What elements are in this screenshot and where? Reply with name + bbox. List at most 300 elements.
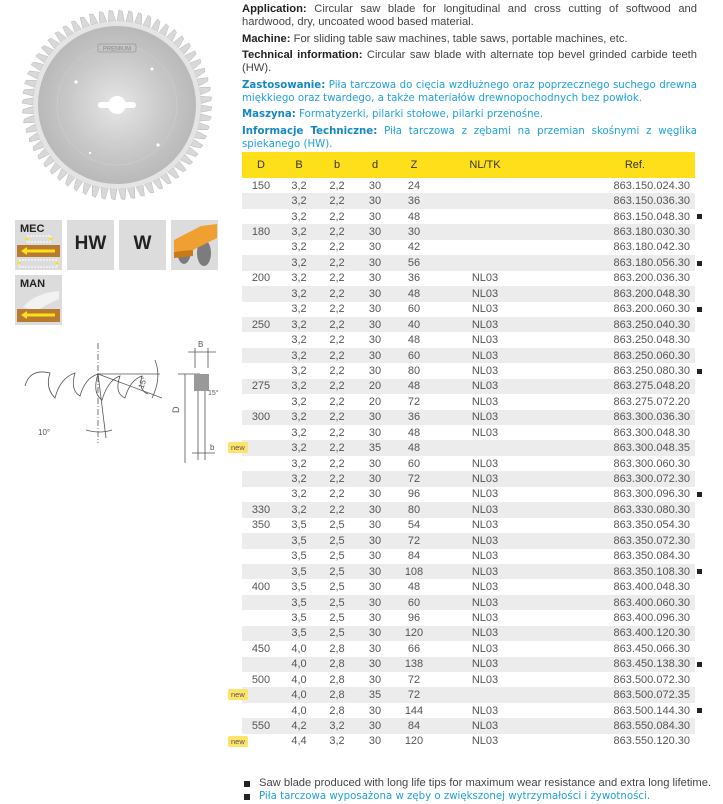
cell-B: 4,0 [291,673,307,686]
cell-ref: 863.200.036.30 [613,272,690,285]
cell-d: 30 [368,210,382,223]
table-row [242,703,695,718]
cell-Z: 54 [407,519,421,532]
cell-Z: 66 [407,642,421,655]
cell-D: 180 [251,226,271,239]
man-label: MAN [20,278,46,290]
cell-Z: 80 [407,364,421,377]
cell-b: 2,2 [329,226,345,239]
table-row [242,425,695,440]
cell-b: 2,8 [329,658,345,671]
long-life-marker-icon [697,369,702,374]
cell-B: 3,2 [291,179,307,192]
cell-ref: 863.500.072.35 [613,689,690,702]
table-row [242,410,695,425]
cell-nltk: NL03 [471,534,499,547]
long-life-marker-icon [697,708,702,713]
cell-Z: 72 [407,473,421,486]
cell-Z: 84 [407,550,421,563]
cell-ref: 863.200.048.30 [613,287,690,300]
cell-nltk: NL03 [471,473,499,486]
cell-ref: 863.180.042.30 [613,241,690,254]
cell-b: 2,2 [329,256,345,269]
cell-D: 200 [251,272,271,285]
table-header [242,152,695,178]
specification-table [231,152,695,749]
cell-d: 30 [368,473,382,486]
cell-nltk: NL03 [471,272,499,285]
cell-B: 3,2 [291,473,307,486]
cell-b: 2,2 [329,364,345,377]
cell-B: 3,2 [291,210,307,223]
machine-label: Machine: [242,32,291,45]
wood-cutting-icon [171,220,218,270]
mechanical-feed-icon [15,234,62,270]
technical-label: Technical information: [242,49,363,61]
saw-blade-image [20,8,214,202]
cell-B: 3,5 [291,550,307,563]
cell-ref: 863.400.096.30 [613,611,690,624]
cell-Z: 48 [407,442,421,455]
cell-ref: 863.350.054.30 [613,519,690,532]
cell-nltk: NL03 [471,457,499,470]
new-badge: new [228,736,248,747]
cell-ref: 863.300.096.30 [613,488,690,501]
cell-d: 30 [368,534,382,547]
cell-d: 30 [368,426,382,439]
cell-d: 30 [368,519,382,532]
cross-cut-icon-tile [171,220,218,270]
cell-B: 3,2 [291,349,307,362]
cell-B: 3,5 [291,627,307,640]
cell-ref: 863.350.108.30 [613,565,690,578]
cell-B: 3,2 [291,503,307,516]
w-label: W [133,233,152,254]
cell-D: 300 [251,411,271,424]
cell-d: 30 [368,704,382,717]
cell-B: 3,2 [291,256,307,269]
cell-ref: 863.275.072.20 [613,395,690,408]
cell-nltk: NL03 [471,596,499,609]
header-Z: Z [410,159,418,171]
table-row [242,379,695,394]
cell-b: 2,2 [329,503,345,516]
cell-B: 3,5 [291,534,307,547]
cell-B: 3,2 [291,364,307,377]
cell-nltk: NL03 [471,349,499,362]
cell-ref: 863.300.048.35 [613,442,690,455]
informacje-label: Informacje Techniczne: [242,125,378,137]
cell-Z: 48 [407,426,421,439]
cell-d: 30 [368,303,382,316]
cell-B: 3,2 [291,395,307,408]
cell-Z: 60 [407,457,421,470]
cell-B: 3,2 [291,241,307,254]
zastosowanie-label: Zastosowanie: [242,79,326,91]
cell-Z: 36 [407,411,421,424]
cell-Z: 36 [407,195,421,208]
table-row [242,317,695,332]
hw-icon-tile [67,220,114,270]
cell-Z: 40 [407,318,421,331]
cell-d: 35 [368,689,382,702]
cell-nltk: NL03 [471,318,499,331]
cell-d: 20 [368,395,382,408]
cell-B: 4,0 [291,704,307,717]
cell-b: 2,8 [329,642,345,655]
table-row [242,502,695,517]
table-row [242,456,695,471]
cell-ref: 863.150.048.30 [613,210,690,223]
cell-nltk: NL03 [471,658,499,671]
long-life-marker-icon [697,307,702,312]
machine-paragraph [242,33,697,46]
cell-Z: 24 [407,179,421,192]
footnote-pl-text: Piła tarczowa wyposażona w zęby o zwiększonej wytrzymałości i żywotności. [259,791,651,802]
cell-D: 350 [251,519,271,532]
cell-nltk: NL03 [471,503,499,516]
table-row [242,518,695,533]
cell-b: 2,5 [329,534,345,547]
cell-ref: 863.250.060.30 [613,349,690,362]
cell-D: 400 [251,581,271,594]
cell-nltk: NL03 [471,395,499,408]
cell-ref: 863.550.084.30 [613,720,690,733]
cell-d: 30 [368,195,382,208]
cell-d: 30 [368,658,382,671]
cell-d: 30 [368,611,382,624]
cell-B: 3,5 [291,596,307,609]
cell-B: 3,2 [291,334,307,347]
cell-nltk: NL03 [471,488,499,501]
cell-B: 4,4 [291,735,307,748]
technical-paragraph [242,49,697,75]
table-row [242,579,695,594]
cell-b: 2,2 [329,272,345,285]
table-row [242,178,695,193]
cell-Z: 60 [407,303,421,316]
product-description [242,3,697,154]
cell-d: 30 [368,565,382,578]
cell-nltk: NL03 [471,704,499,717]
table-row [242,193,695,208]
cell-b: 2,2 [329,380,345,393]
manual-feed-icon [15,289,62,325]
cell-Z: 36 [407,272,421,285]
header-D: D [257,159,265,171]
cell-d: 30 [368,241,382,254]
table-row [242,332,695,347]
cell-B: 3,2 [291,488,307,501]
cell-Z: 84 [407,720,421,733]
cell-Z: 42 [407,241,421,254]
cell-Z: 60 [407,349,421,362]
footnotes [242,777,711,803]
cell-nltk: NL03 [471,565,499,578]
cell-b: 2,2 [329,303,345,316]
cell-ref: 863.250.048.30 [613,334,690,347]
table-row [242,641,695,656]
cell-ref: 863.250.040.30 [613,318,690,331]
cell-Z: 72 [407,673,421,686]
cell-b: 2,2 [329,179,345,192]
table-row [231,687,695,702]
cell-B: 3,5 [291,581,307,594]
cell-B: 3,5 [291,565,307,578]
cell-b: 2,8 [329,689,345,702]
cell-d: 30 [368,503,382,516]
cell-b: 2,5 [329,565,345,578]
hw-label: HW [74,233,107,254]
cell-ref: 863.200.060.30 [613,303,690,316]
cell-ref: 863.300.036.30 [613,411,690,424]
table-row [242,533,695,548]
cell-ref: 863.250.080.30 [613,364,690,377]
cell-Z: 56 [407,256,421,269]
footnote-en [242,777,711,790]
cell-Z: 144 [404,704,424,717]
cell-B: 3,2 [291,426,307,439]
long-life-marker-icon [697,662,702,667]
cell-d: 30 [368,349,382,362]
cell-d: 30 [368,364,382,377]
cell-Z: 108 [404,565,424,578]
header-ref: Ref. [624,159,645,171]
cell-ref: 863.300.072.30 [613,473,690,486]
cell-D: 330 [251,503,271,516]
thickness-B-label: B [198,340,204,349]
cell-B: 4,0 [291,658,307,671]
cell-ref: 863.300.048.30 [613,426,690,439]
application-paragraph [242,3,697,29]
cell-b: 2,2 [329,210,345,223]
cell-B: 3,2 [291,411,307,424]
technical-text: Circular saw blade with alternate top bevel grinded carbide teeth (HW). [242,49,698,74]
cell-Z: 48 [407,380,421,393]
table-row [242,394,695,409]
cell-b: 2,8 [329,673,345,686]
table-row [242,302,695,317]
header-d: d [371,159,379,171]
cell-B: 3,2 [291,226,307,239]
cell-d: 30 [368,411,382,424]
maszyna-label: Maszyna: [242,109,296,120]
table-row [242,363,695,378]
table-row [242,610,695,625]
cell-Z: 72 [407,689,421,702]
cell-b: 2,2 [329,457,345,470]
long-life-marker-icon [697,569,702,574]
cell-ref: 863.400.060.30 [613,596,690,609]
cell-b: 2,2 [329,488,345,501]
table-row [242,209,695,224]
table-row [242,271,695,286]
cell-d: 30 [368,287,382,300]
cell-ref: 863.330.080.30 [613,503,690,516]
cell-nltk: NL03 [471,673,499,686]
cell-b: 2,2 [329,241,345,254]
cell-b: 2,8 [329,704,345,717]
cell-b: 2,2 [329,318,345,331]
cell-b: 2,2 [329,426,345,439]
cell-b: 2,5 [329,550,345,563]
cell-d: 30 [368,581,382,594]
w-icon-tile [119,220,166,270]
cell-d: 30 [368,256,382,269]
cell-b: 2,2 [329,395,345,408]
cell-D: 275 [251,380,271,393]
mec-label: MEC [20,223,45,235]
cell-B: 3,2 [291,380,307,393]
cell-d: 30 [368,179,382,192]
footnote-en-text: Saw blade produced with long life tips for maximum wear resistance and extra long lifetime. [259,777,712,789]
cell-ref: 863.150.024.30 [613,179,690,192]
zastosowanie-text: Piła tarczowa do cięcia wzdłużnego oraz poprzecznego suchego drewna miękkiego oraz twardego, a także materiałów drewnopochodnych bez powłok. [242,79,697,104]
cell-b: 2,2 [329,473,345,486]
long-life-marker-icon [697,214,702,219]
cell-ref: 863.500.072.30 [613,673,690,686]
cell-b: 2,5 [329,611,345,624]
cell-D: 450 [251,642,271,655]
cell-Z: 30 [407,226,421,239]
cell-nltk: NL03 [471,581,499,594]
long-life-marker-icon [697,492,702,497]
cell-Z: 72 [407,534,421,547]
cell-b: 2,5 [329,627,345,640]
header-b: b [333,159,341,171]
mec-icon-tile [15,220,62,270]
application-text: Circular saw blade for longitudinal and cross cutting of softwood and hardwood, dry, uncoated wood based material. [242,3,697,28]
cell-b: 2,2 [329,195,345,208]
table-row [242,255,695,270]
cell-nltk: NL03 [471,380,499,393]
machine-text: For sliding table saw machines, table saws, portable machines, etc. [290,32,628,45]
cell-ref: 863.180.030.30 [613,226,690,239]
cell-d: 35 [368,442,382,455]
bullet-square-icon [244,794,250,800]
cell-d: 20 [368,380,382,393]
cell-Z: 80 [407,503,421,516]
cell-d: 30 [368,457,382,470]
footnote-pl [242,790,711,803]
cell-ref: 863.550.120.30 [613,735,690,748]
cell-d: 30 [368,318,382,331]
cell-Z: 60 [407,596,421,609]
cell-B: 3,2 [291,303,307,316]
diameter-label: D [171,406,181,413]
cell-d: 30 [368,596,382,609]
cell-B: 3,2 [291,442,307,455]
cell-D: 500 [251,673,271,686]
cell-d: 30 [368,550,382,563]
cell-B: 3,5 [291,611,307,624]
body-b-label: b [210,443,215,452]
cell-B: 3,5 [291,519,307,532]
cell-ref: 863.450.066.30 [613,642,690,655]
cell-d: 30 [368,272,382,285]
informacje-text: Piła tarczowa z zębami na przemian skośnymi z węglika spiekanego (HW). [242,125,697,150]
angle-side-label: 15° [208,390,219,397]
cell-nltk: NL03 [471,334,499,347]
cell-nltk: NL03 [471,642,499,655]
maszyna-paragraph [242,108,697,121]
cell-d: 30 [368,627,382,640]
cell-d: 30 [368,642,382,655]
cell-b: 2,2 [329,334,345,347]
new-badge: new [228,689,248,700]
cell-B: 3,2 [291,195,307,208]
cell-nltk: NL03 [471,426,499,439]
new-badge: new [228,442,248,453]
table-row [242,471,695,486]
cell-b: 2,2 [329,349,345,362]
cell-nltk: NL03 [471,303,499,316]
cell-b: 2,5 [329,596,345,609]
cell-B: 4,0 [291,642,307,655]
cell-nltk: NL03 [471,611,499,624]
angle-top-label: 15° [136,375,150,390]
table-row [242,657,695,672]
cell-Z: 120 [404,735,424,748]
cell-B: 3,2 [291,287,307,300]
cell-b: 2,2 [329,287,345,300]
cell-nltk: NL03 [471,550,499,563]
cell-ref: 863.275.048.20 [613,380,690,393]
cell-d: 30 [368,488,382,501]
cell-b: 2,5 [329,519,345,532]
table-row [242,564,695,579]
header-B: B [295,159,303,171]
zastosowanie-paragraph [242,79,697,105]
cell-b: 2,2 [329,442,345,455]
cell-Z: 138 [404,658,424,671]
cell-Z: 48 [407,287,421,300]
cell-nltk: NL03 [471,287,499,300]
cell-d: 30 [368,720,382,733]
cell-Z: 120 [404,627,424,640]
cell-B: 4,0 [291,689,307,702]
cell-nltk: NL03 [471,627,499,640]
cell-ref: 863.350.072.30 [613,534,690,547]
cell-nltk: NL03 [471,411,499,424]
cell-ref: 863.450.138.30 [613,658,690,671]
table-row [242,224,695,239]
table-row [242,718,695,733]
cell-D: 550 [251,720,271,733]
blade-brand-text: PREMIUM [102,46,132,53]
cell-ref: 863.350.084.30 [613,550,690,563]
maszyna-text: Formatyzerki, pilarki stołowe, pilarki przenośne. [295,109,544,120]
angle-hook-label: 10° [38,428,51,437]
cell-Z: 96 [407,488,421,501]
cell-B: 3,2 [291,272,307,285]
cell-D: 150 [251,179,271,192]
cell-b: 2,2 [329,411,345,424]
table-body [231,178,695,749]
table-row [231,734,695,749]
cell-d: 30 [368,673,382,686]
table-row [242,626,695,641]
cell-d: 30 [368,735,382,748]
cell-nltk: NL03 [471,720,499,733]
cell-Z: 72 [407,395,421,408]
table-row [242,240,695,255]
application-label: Application: [242,3,307,15]
cell-ref: 863.400.120.30 [613,627,690,640]
bullet-square-icon [244,781,250,787]
cell-b: 3,2 [329,720,345,733]
cell-B: 3,2 [291,457,307,470]
